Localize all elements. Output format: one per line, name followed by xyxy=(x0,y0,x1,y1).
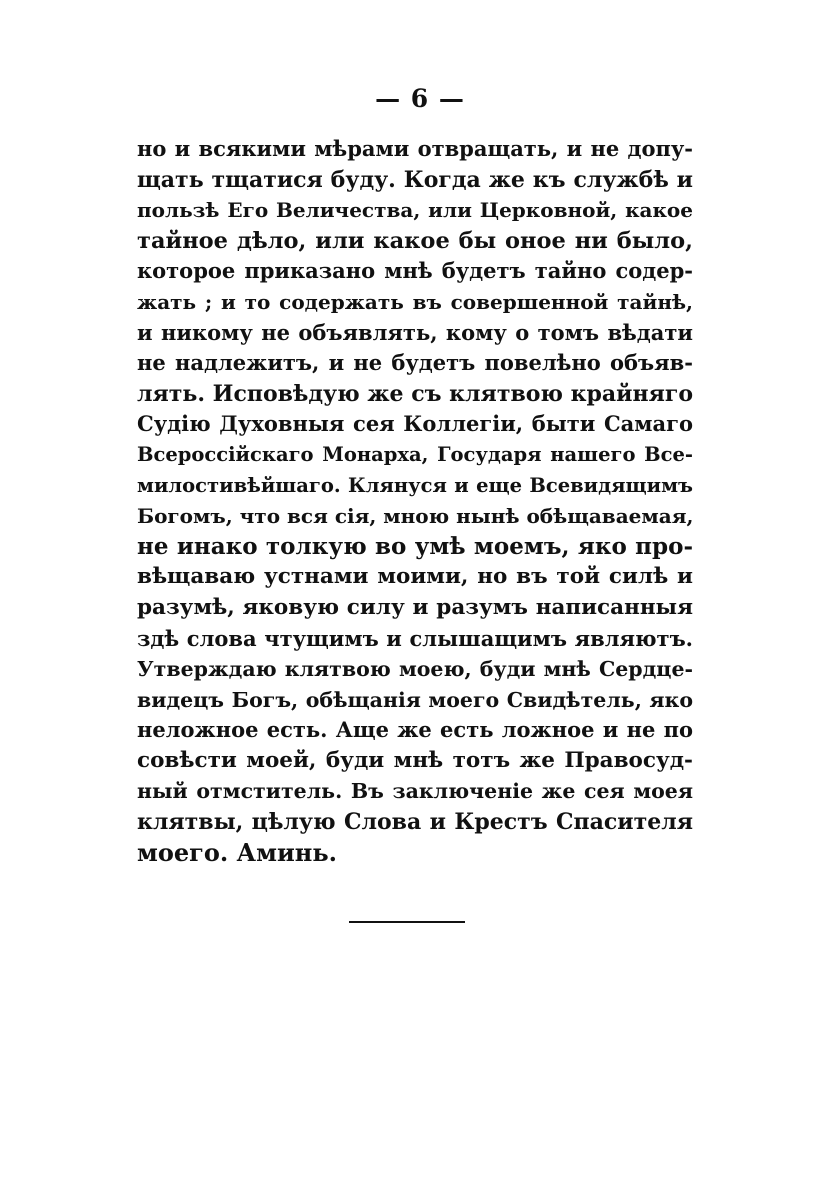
text-line: щать тщатися буду. Когда же къ службѣ и xyxy=(137,166,693,193)
text-line: лять. Исповѣдую же съ клятвою крайняго xyxy=(137,380,693,407)
text-line: Судію Духовныя сея Коллегіи, быти Самаго xyxy=(137,411,693,437)
text-line: Богомъ, что вся сія, мною нынѣ обѣщаваемая, xyxy=(137,504,694,529)
text-line: клятвы, цѣлую Слова и Крестъ Спасителя xyxy=(137,809,693,836)
text-line: жать ; и то содержать въ совершенной тайнѣ, xyxy=(137,289,693,314)
end-rule-divider xyxy=(349,921,465,923)
text-line: видецъ Богъ, обѣщанія моего Свидѣтель, яко xyxy=(137,687,693,712)
text-line: вѣщаваю устнами моими, но въ той силѣ и xyxy=(137,564,693,590)
text-line: совѣсти моей, буди мнѣ тотъ же Правосуд- xyxy=(137,747,693,773)
text-line: здѣ слова чтущимъ и слышащимъ являютъ. xyxy=(137,625,693,651)
text-line: Утверждаю клятвою моею, буди мнѣ Сердце- xyxy=(137,657,693,682)
text-line: и никому не объявлять, кому о томъ вѣдати xyxy=(137,319,693,345)
body-text xyxy=(137,134,693,868)
text-line: пользѣ Его Величества, или Церковной, какое xyxy=(137,198,693,223)
text-line: не инако толкую во умѣ моемъ, яко про- xyxy=(137,532,693,560)
text-line: ный отмститель. Въ заключеніе же сея моея xyxy=(137,779,693,804)
text-line: милостивѣйшаго. Клянуся и еще Всевидящимъ xyxy=(137,473,693,497)
page-number: — 6 — xyxy=(375,84,465,113)
text-line: неложное есть. Аще же есть ложное и не по xyxy=(137,717,693,743)
text-line: Всероссійскаго Монарха, Государя нашего Все- xyxy=(137,442,693,466)
text-line: не надлежитъ, и не будетъ повелѣно объяв- xyxy=(137,350,693,376)
text-line: разумѣ, яковую силу и разумъ написанныя xyxy=(137,594,693,620)
text-line: тайное дѣло, или какое бы оное ни было, xyxy=(137,227,693,254)
text-line: моего. Аминь. xyxy=(137,837,337,867)
text-line: но и всякими мѣрами отвращать, и не допу- xyxy=(137,136,693,161)
text-line: которое приказано мнѣ будетъ тайно содер- xyxy=(137,258,693,284)
